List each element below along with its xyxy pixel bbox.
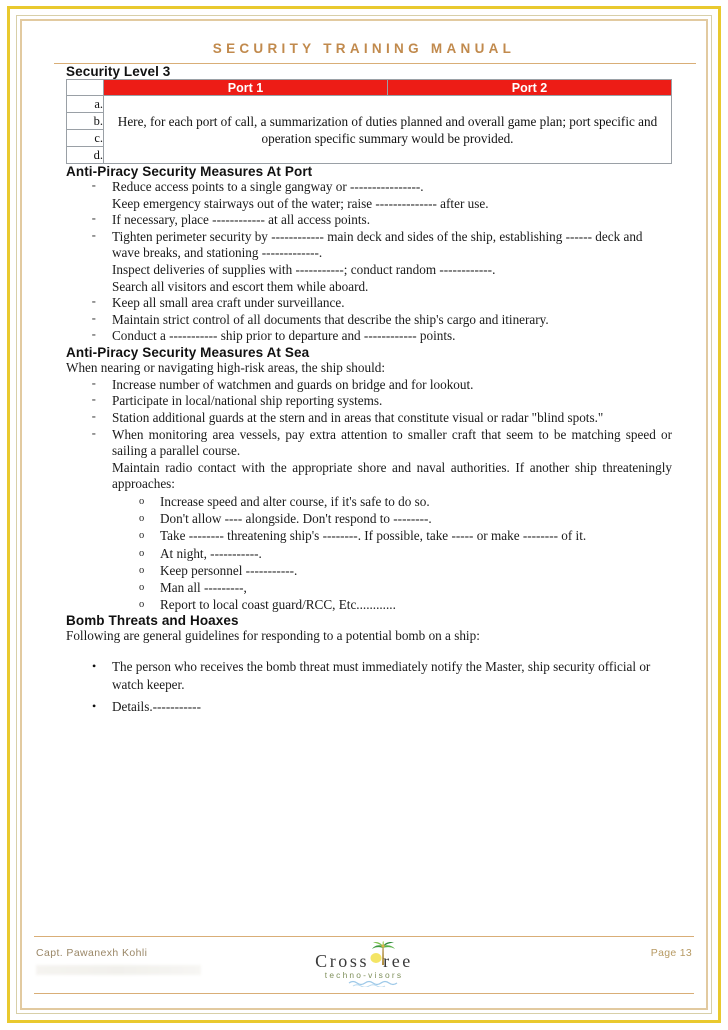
footer-page-number: Page 13: [650, 947, 692, 959]
list-item: [66, 562, 672, 579]
at-sea-list: [66, 377, 672, 493]
list-item: [66, 179, 672, 196]
row-label-b: b.: [67, 113, 104, 130]
list-item: [66, 460, 672, 493]
at-sea-sublist: [66, 493, 672, 613]
list-item: [66, 698, 672, 716]
list-item: [66, 658, 672, 693]
heading-bomb-threats: Bomb Threats and Hoaxes: [66, 613, 239, 629]
list-item-text: Maintain strict control of all documents that describe the ship's cargo and itinerary.: [112, 311, 549, 327]
list-item-text: Keep all small area craft under surveillance.: [112, 295, 345, 311]
heading-anti-piracy-at-port: Anti-Piracy Security Measures At Port: [66, 164, 313, 179]
circle-marker-icon: o: [139, 495, 145, 507]
dash-marker-icon: ⁃: [91, 297, 97, 310]
heading-anti-piracy-at-sea: Anti-Piracy Security Measures At Sea: [66, 344, 310, 360]
list-item: [66, 579, 672, 596]
bullet-marker-icon: •: [92, 659, 97, 674]
list-item: [66, 493, 672, 510]
dash-marker-icon: ⁃: [91, 395, 97, 408]
list-item: [66, 312, 672, 329]
document-body: [28, 64, 700, 716]
column-header-port-1: Port 1: [104, 80, 388, 96]
circle-marker-icon: o: [139, 581, 145, 593]
list-item-text: Report to local coast guard/RCC, Etc............: [160, 597, 396, 613]
dash-marker-icon: ⁃: [91, 378, 97, 391]
dash-marker-icon: ⁃: [91, 313, 97, 326]
list-item-text: Tighten perimeter security by ------------ main deck and sides of the ship, establishing ------ deck and wave breaks, and stationing -------------.: [112, 228, 643, 261]
company-logo: [28, 941, 700, 992]
list-item-text: At night, -----------.: [160, 545, 262, 561]
row-label-c: c.: [67, 130, 104, 147]
at-sea-lead-text: When nearing or navigating high-risk areas, the ship should:: [66, 359, 385, 375]
list-item: [66, 262, 672, 279]
list-item-text: Participate in local/national ship reporting systems.: [112, 393, 383, 409]
dash-marker-icon: ⁃: [91, 181, 97, 193]
list-item-text: If necessary, place ------------ at all access points.: [112, 212, 370, 228]
list-item: [66, 229, 672, 262]
merged-summary-cell: Here, for each port of call, a summarization of duties planned and overall game plan; port specific and operation specific summary would be provided.: [104, 96, 672, 164]
circle-marker-icon: o: [139, 564, 145, 576]
list-item-text: Details.-----------: [112, 699, 201, 715]
list-item-text: Keep personnel -----------.: [160, 562, 298, 578]
row-label-a: a.: [67, 96, 104, 113]
list-item-text: Reduce access points to a single gangway or ----------------.: [112, 179, 424, 194]
dash-marker-icon: ⁃: [91, 214, 97, 227]
circle-marker-icon: o: [139, 599, 145, 611]
list-item-text: Take -------- threatening ship's --------. If possible, take ----- or make -------- of it.: [160, 528, 587, 544]
list-item: [66, 279, 672, 296]
list-item: [66, 377, 672, 394]
document-header: [28, 27, 700, 64]
list-item-text: Station additional guards at the stern and in areas that constitute visual or radar "blind spots.": [112, 409, 604, 425]
list-item: [66, 545, 672, 562]
table-corner-cell: [67, 80, 104, 96]
ports-table: [66, 79, 672, 164]
list-item: [66, 410, 672, 427]
list-item: [66, 328, 672, 345]
list-item-text: Man all ---------,: [160, 579, 247, 595]
dash-marker-icon: ⁃: [91, 411, 97, 424]
logo-tagline: techno-visors: [324, 970, 404, 980]
page-title: SECURITY TRAINING MANUAL: [212, 41, 516, 56]
footer-row: [28, 937, 700, 993]
list-item-text: The person who receives the bomb threat must immediately notify the Master, ship security official or watch keeper.: [112, 659, 651, 692]
list-item-text: Increase number of watchmen and guards on bridge and for lookout.: [112, 376, 474, 392]
circle-marker-icon: o: [139, 547, 145, 559]
dash-marker-icon: ⁃: [91, 230, 97, 243]
list-item: [66, 510, 672, 527]
list-item: [66, 295, 672, 312]
list-item: [66, 596, 672, 613]
logo-name-after: ree: [383, 951, 413, 971]
footer-divider-bottom: [34, 993, 694, 994]
row-label-d: d.: [67, 147, 104, 164]
logo-wrapper: [289, 941, 439, 987]
logo-wordmark: [289, 951, 439, 972]
bomb-list: [66, 658, 672, 716]
list-item: [66, 393, 672, 410]
circle-marker-icon: o: [139, 530, 145, 542]
table-header-row: [67, 80, 672, 96]
bomb-lead-text: Following are general guidelines for responding to a potential bomb on a ship:: [66, 628, 480, 644]
list-item: [66, 427, 672, 460]
table-row: [67, 96, 672, 113]
list-item: [66, 196, 672, 213]
logo-name-before: Cross: [315, 951, 370, 971]
list-item-text: Search all visitors and escort them while aboard.: [112, 278, 369, 294]
dash-marker-icon: ⁃: [91, 428, 97, 441]
water-waves-icon: [347, 979, 409, 987]
heading-security-level: Security Level 3: [66, 64, 171, 79]
page-content: [28, 27, 700, 1002]
list-item-text: When monitoring area vessels, pay extra attention to smaller craft that seem to be matching speed or sailing a parallel course.: [112, 426, 672, 459]
list-item-text: Conduct a ----------- ship prior to departure and ------------ points.: [112, 328, 456, 344]
column-header-port-2: Port 2: [388, 80, 672, 96]
list-item-text: Inspect deliveries of supplies with -----------; conduct random ------------.: [112, 261, 496, 277]
list-item-text: Maintain radio contact with the appropriate shore and naval authorities. If another ship threateningly approaches:: [112, 459, 672, 492]
dash-marker-icon: ⁃: [91, 330, 97, 343]
list-item-text: Keep emergency stairways out of the water; raise -------------- after use.: [112, 195, 489, 211]
bullet-marker-icon: •: [92, 699, 97, 714]
list-item: [66, 527, 672, 544]
circle-marker-icon: o: [139, 513, 145, 525]
document-footer: [28, 936, 700, 1002]
list-item-text: Don't allow ---- alongside. Don't respond to --------.: [160, 511, 432, 527]
list-item-text: Increase speed and alter course, if it's safe to do so.: [160, 493, 430, 509]
list-item: [66, 212, 672, 229]
footer-author: Capt. Pawanexh Kohli: [36, 947, 148, 959]
at-port-list: [66, 179, 672, 345]
